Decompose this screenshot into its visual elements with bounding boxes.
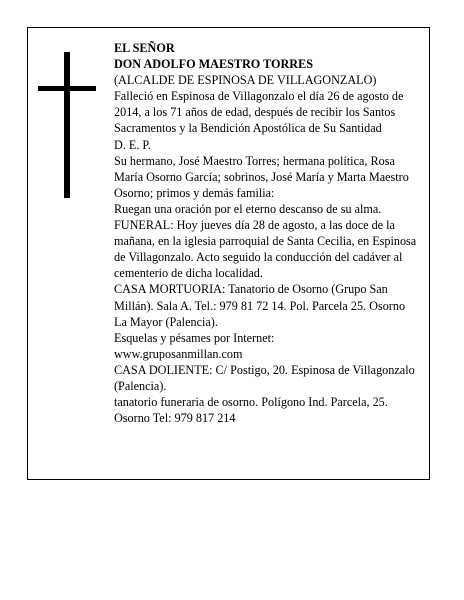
death-notice: Falleció en Espinosa de Villagonzalo el día 26 de agosto de 2014, a los 71 años de edad, después de recibir los Santos Sacramentos y la Bendición Apostólica de Su Santidad — [114, 89, 404, 136]
website-link[interactable]: www.gruposanmillan.com — [114, 346, 243, 361]
rip-text: D. E. P. — [114, 137, 151, 152]
family-text: Su hermano, José Maestro Torres; hermana política, Rosa María Osorno García; sobrinos, José María y Marta Maestro Osorno; primos y demás familia: — [114, 153, 409, 200]
funeral-home-text: tanatorio funeraria de osorno. Polígono Ind. Parcela, 25. Osorno Tel: 979 817 214 — [114, 395, 388, 426]
cross-horizontal-bar — [38, 86, 96, 91]
cross-vertical-bar — [64, 52, 70, 198]
cross-icon — [38, 52, 96, 198]
deceased-position: (ALCALDE DE ESPINOSA DE VILLAGONZALO) — [114, 73, 377, 88]
funeral-text: FUNERAL: Hoy jueves día 28 de agosto, a las doce de la mañana, en la iglesia parroquial de Santa Cecilia, en Espinosa de Villagonzalo. Acto seguido la conducción del cadáver al cementerio de dicha localidad. — [114, 218, 417, 281]
mortuary-text: CASA MORTUORIA: Tanatorio de Osorno (Grupo San Millán). Sala A. Tel.: 979 81 72 14. Pol. Parcela 25. Osorno La Mayor (Palencia). — [114, 282, 406, 329]
deceased-name: DON ADOLFO MAESTRO TORRES — [114, 57, 313, 72]
internet-label: Esquelas y pésames por Internet: — [114, 330, 275, 345]
obituary-text — [114, 40, 420, 426]
mourning-house-text: CASA DOLIENTE: C/ Postigo, 20. Espinosa de Villagonzalo (Palencia). — [114, 362, 415, 393]
heading-title: EL SEÑOR — [114, 41, 175, 55]
prayer-text: Ruegan una oración por el eterno descanso de su alma. — [114, 201, 382, 216]
